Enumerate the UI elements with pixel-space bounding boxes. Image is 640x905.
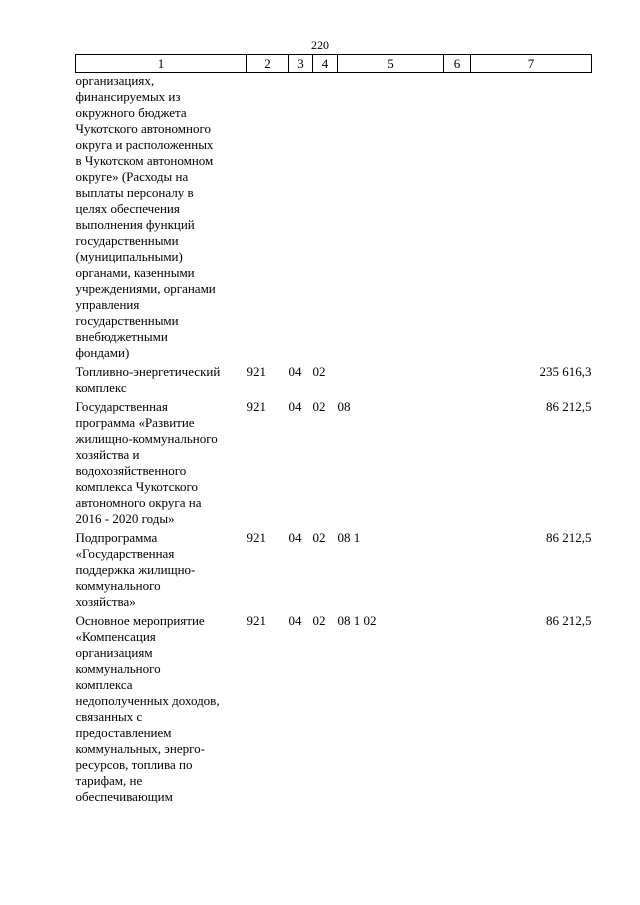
row-cell-c7: 86 212,5 [546, 613, 592, 628]
row-cell-c2 [247, 73, 289, 365]
column-header-2: 2 [247, 55, 289, 73]
row-name-line: автономного округа на [75, 495, 202, 510]
row-cell-c3: 04 [288, 613, 302, 628]
row-name-line: финансируемых из [75, 89, 181, 104]
row-name-cell [76, 613, 247, 808]
row-name-cell [76, 530, 247, 613]
table-row [76, 399, 592, 530]
row-cell-c7: 86 212,5 [546, 530, 592, 545]
row-name-line: поддержка жилищно- [75, 562, 196, 577]
row-name-cell [76, 399, 247, 530]
row-name-line: «Государственная [75, 546, 175, 561]
row-cell-c5 [338, 364, 444, 399]
row-cell-c3 [289, 73, 313, 365]
row-cell-c2: 921 [246, 530, 266, 545]
row-cell-c6 [444, 613, 471, 808]
row-name-line: коммунального [75, 661, 161, 676]
row-name-line: государственными [75, 233, 179, 248]
row-name-line: комплекса Чукотского [75, 479, 198, 494]
row-name-line: органами, казенными [75, 265, 195, 280]
column-header-3: 3 [289, 55, 313, 73]
row-name-line: в Чукотском автономном [75, 153, 214, 168]
row-cell-c7: 235 616,3 [539, 364, 592, 379]
row-cell-c4 [313, 73, 338, 365]
column-header-6: 6 [444, 55, 471, 73]
row-name-line: Топливно-энергетический [75, 364, 221, 379]
row-name-line: организациях, [75, 73, 155, 88]
row-cell-c3: 04 [288, 399, 302, 414]
row-name-line: целях обеспечения [75, 201, 180, 216]
row-name-line: 2016 - 2020 годы» [75, 511, 175, 526]
row-cell-c4: 02 [312, 399, 326, 414]
row-name-line: «Компенсация [75, 629, 156, 644]
row-name-line: фондами) [75, 345, 130, 360]
table-row [76, 364, 592, 399]
row-name-line: тарифам, не [75, 773, 143, 788]
row-cell-c7 [471, 73, 592, 365]
row-name-line: программа «Развитие [75, 415, 195, 430]
row-name-cell [76, 73, 247, 365]
table-row [76, 613, 592, 808]
row-cell-c5: 08 [337, 399, 351, 414]
row-name-line: жилищно-коммунального [75, 431, 218, 446]
row-name-line: водохозяйственного [75, 463, 187, 478]
row-cell-c4: 02 [312, 530, 326, 545]
column-header-5: 5 [338, 55, 444, 73]
row-cell-c4: 02 [312, 613, 326, 628]
row-cell-c3: 04 [288, 364, 302, 379]
table-row [76, 73, 592, 365]
row-cell-c2: 921 [246, 613, 266, 628]
row-cell-c5: 08 1 02 [337, 613, 377, 628]
column-header-4: 4 [313, 55, 338, 73]
row-cell-c5: 08 1 [337, 530, 361, 545]
row-cell-c2: 921 [246, 399, 266, 414]
row-name-line: окружного бюджета [75, 105, 187, 120]
table-row [76, 530, 592, 613]
row-name-line: комплекс [75, 380, 127, 395]
row-name-line: выполнения функций [75, 217, 195, 232]
row-name-line: Основное мероприятие [75, 613, 205, 628]
budget-table [75, 54, 592, 808]
row-name-line: организациям [75, 645, 153, 660]
row-cell-c6 [444, 530, 471, 613]
row-cell-c2: 921 [246, 364, 266, 379]
row-cell-c6 [444, 73, 471, 365]
row-name-line: связанных с [75, 709, 143, 724]
page-number: 220 [311, 38, 329, 52]
column-header-7: 7 [471, 55, 592, 73]
row-name-line: государственными [75, 313, 179, 328]
row-name-line: хозяйства» [75, 594, 136, 609]
row-cell-c5 [338, 73, 444, 365]
row-cell-c6 [444, 364, 471, 399]
row-name-line: Чукотского автономного [75, 121, 211, 136]
column-number-row [76, 55, 592, 73]
row-name-line: Государственная [75, 399, 168, 414]
table-body [76, 73, 592, 809]
row-cell-c7: 86 212,5 [546, 399, 592, 414]
row-name-line: недополученных доходов, [75, 693, 220, 708]
row-name-line: управления [75, 297, 140, 312]
row-name-line: округа и расположенных [75, 137, 214, 152]
row-name-line: коммунального [75, 578, 161, 593]
row-name-line: Подпрограмма [75, 530, 158, 545]
row-cell-c4: 02 [312, 364, 326, 379]
row-name-line: ресурсов, топлива по [75, 757, 193, 772]
row-name-line: коммунальных, энерго- [75, 741, 205, 756]
row-name-line: округе» (Расходы на [75, 169, 189, 184]
row-name-line: внебюджетными [75, 329, 168, 344]
row-name-line: предоставлением [75, 725, 172, 740]
row-cell-c6 [444, 399, 471, 530]
row-name-line: учреждениями, органами [75, 281, 216, 296]
row-cell-c3: 04 [288, 530, 302, 545]
row-name-line: комплекса [75, 677, 133, 692]
row-name-line: выплаты персоналу в [75, 185, 194, 200]
row-name-line: хозяйства и [75, 447, 140, 462]
row-name-line: (муниципальными) [75, 249, 183, 264]
row-name-line: обеспечивающим [75, 789, 173, 804]
column-header-1: 1 [76, 55, 247, 73]
row-name-cell [76, 364, 247, 399]
